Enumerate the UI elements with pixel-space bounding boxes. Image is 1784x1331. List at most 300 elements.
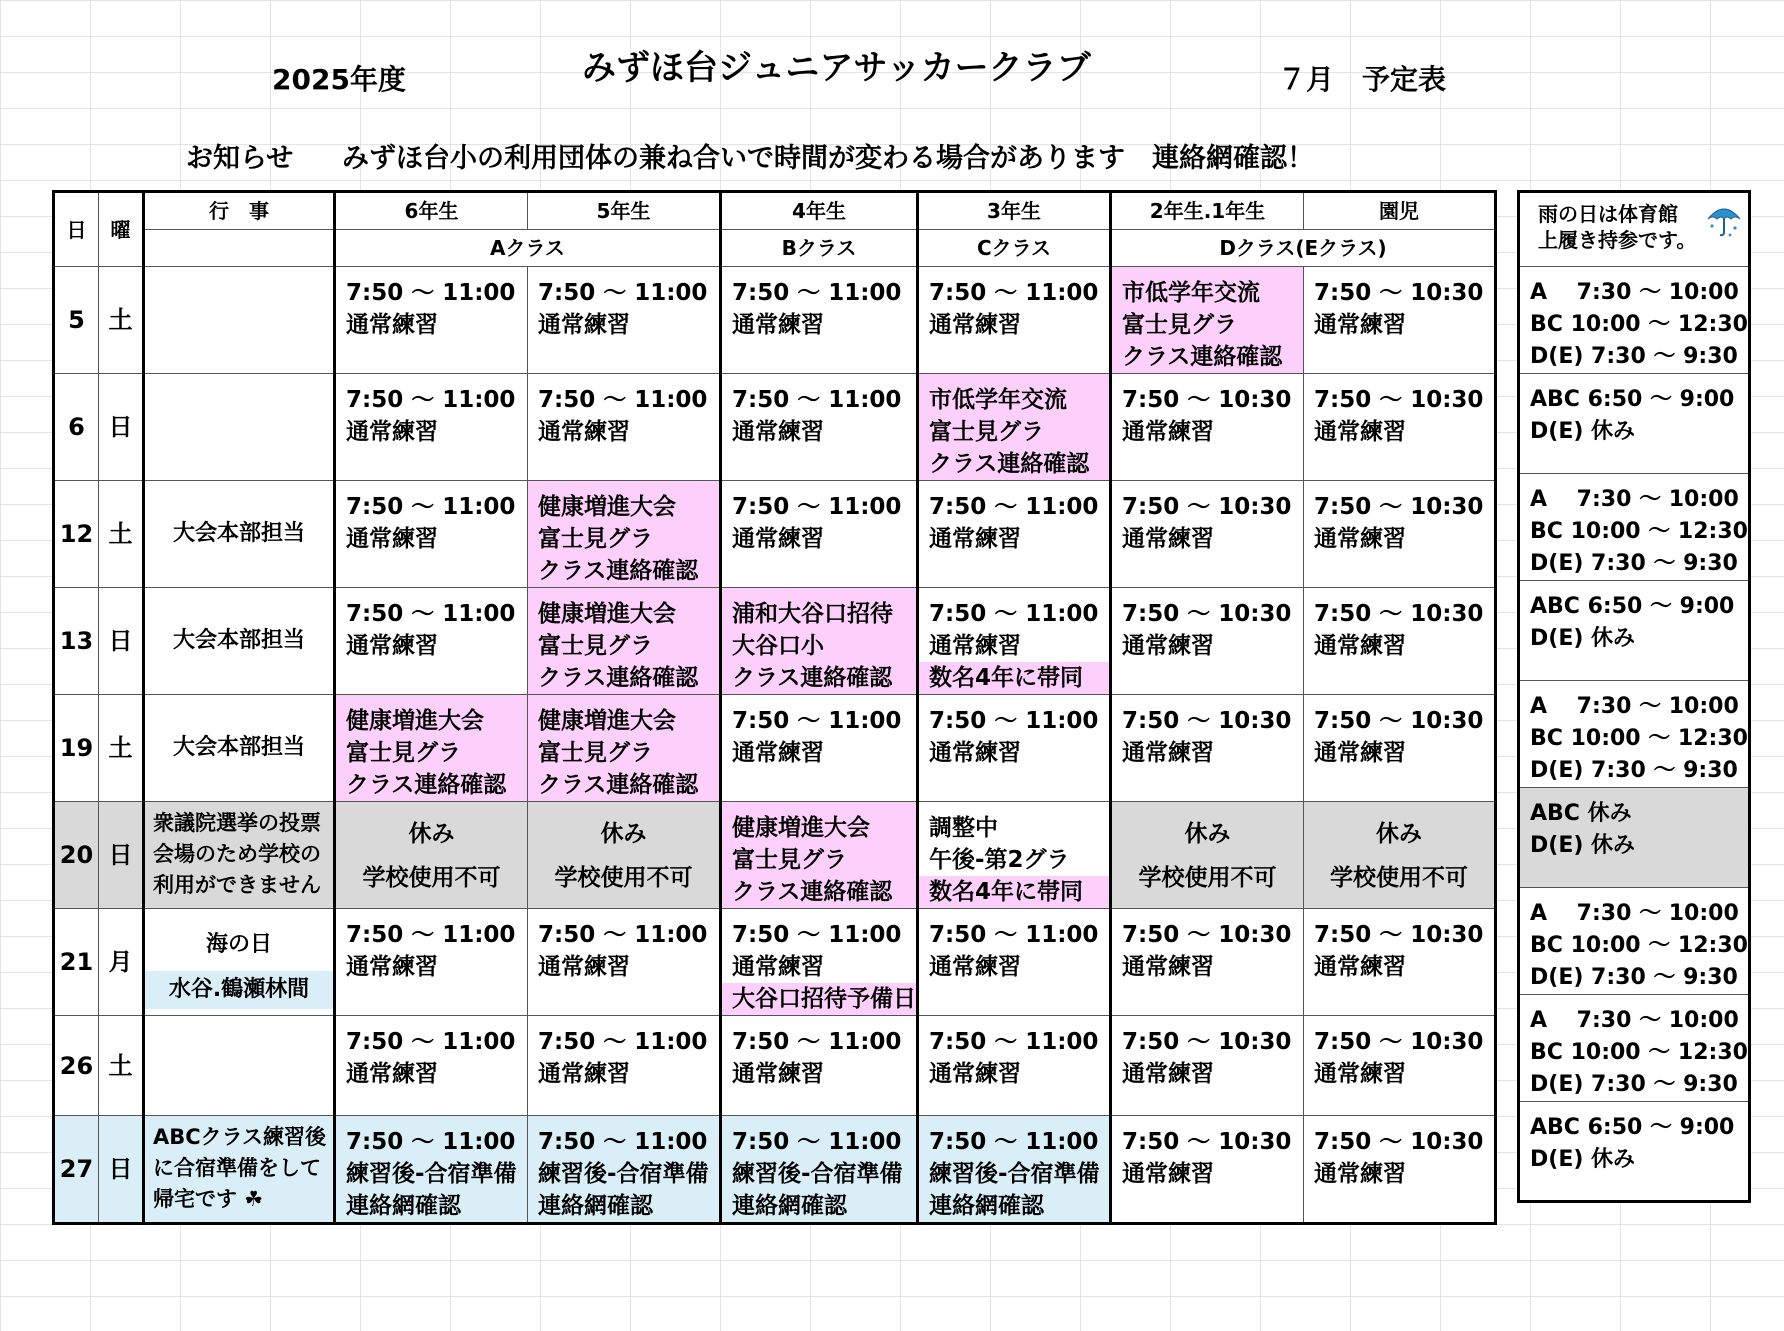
cell-line: 7:50 ～ 11:00 (732, 494, 902, 520)
cell-grade5 (528, 802, 721, 909)
cell-content (919, 481, 1109, 555)
cell-content (336, 267, 527, 341)
cell-line: 通常練習 (538, 419, 630, 445)
cell-line: クラス連絡確認 (929, 451, 1090, 477)
cell-line: 通常練習 (732, 1061, 824, 1087)
cell-line: 7:50 ～ 10:30 (1122, 708, 1292, 734)
cell-kindergarten (1304, 802, 1496, 909)
header-class-b: Bクラス (721, 230, 918, 267)
cell-kindergarten (1304, 909, 1496, 1016)
rain-content (1520, 995, 1748, 1101)
rain-line: D(E) 休み (1530, 833, 1636, 858)
cell-line: 通常練習 (929, 1061, 1021, 1087)
event-line: 衆議院選挙の投票 (153, 811, 321, 835)
day-of-week: 土 (99, 481, 144, 588)
cell-line: 練習後-合宿準備 (929, 1161, 1100, 1187)
day-of-week: 土 (99, 1016, 144, 1116)
header-grade-6: 6年生 (335, 192, 528, 230)
rain-cell (1519, 888, 1750, 995)
cell-line: 健康増進大会 (538, 494, 676, 520)
header-class-a: Aクラス (335, 230, 721, 267)
event-line: に合宿準備をして (153, 1156, 321, 1180)
cell-line: 通常練習 (538, 312, 630, 338)
rain-line: ABC 6:50 ～ 9:00 (1530, 387, 1735, 412)
cell-line: クラス連絡確認 (732, 665, 893, 691)
header-grade-5: 5年生 (528, 192, 721, 230)
cell-content (336, 481, 527, 555)
cell-line: 通常練習 (538, 954, 630, 980)
cell-grade5 (528, 909, 721, 1016)
cell-line: 通常練習 (1122, 1161, 1214, 1187)
cell-grade6 (335, 481, 528, 588)
cell-line: 7:50 ～ 10:30 (1122, 1129, 1292, 1155)
cell-line: 7:50 ～ 10:30 (1122, 494, 1292, 520)
cell-content (722, 374, 916, 448)
cell-grade5 (528, 1116, 721, 1224)
cell-content (722, 695, 916, 769)
event-cell: 大会本部担当 (144, 588, 335, 695)
cell-grade4 (721, 481, 918, 588)
rain-row (1519, 474, 1750, 581)
cell-grade6 (335, 1116, 528, 1224)
day-of-week: 土 (99, 695, 144, 802)
rain-content (1520, 474, 1748, 580)
cell-grade4 (721, 374, 918, 481)
cell-line: クラス連絡確認 (732, 879, 893, 905)
cell-grade4 (721, 267, 918, 374)
cell-line: 7:50 ～ 11:00 (346, 280, 516, 306)
cell-grade2-1 (1111, 1116, 1304, 1224)
rain-line: D(E) 7:30 ～ 9:30 (1530, 551, 1738, 576)
rain-line: A 7:30 ～ 10:00 (1530, 280, 1739, 305)
cell-line: 練習後-合宿準備 (732, 1161, 903, 1187)
day-number: 6 (54, 374, 99, 481)
header-event: 行 事 (144, 192, 335, 230)
cell-content (919, 1016, 1109, 1090)
event-cell (144, 909, 335, 1016)
rain-line: BC 10:00 ～ 12:30 (1530, 519, 1748, 544)
rain-row (1519, 788, 1750, 888)
cell-line: 通常練習 (346, 633, 438, 659)
cell-grade2-1 (1111, 267, 1304, 374)
rain-cell (1519, 374, 1750, 474)
cell-line: 7:50 ～ 11:00 (929, 601, 1099, 627)
cell-line: 7:50 ～ 11:00 (538, 922, 708, 948)
cell-line: 午後-第2グラ (929, 847, 1070, 873)
cell-line: 富士見グラ (538, 526, 653, 552)
rain-line: D(E) 休み (1530, 1147, 1636, 1172)
cell-line: 7:50 ～ 11:00 (929, 1129, 1099, 1155)
cell-grade3 (918, 267, 1111, 374)
cell-content (336, 695, 527, 801)
cell-line: 7:50 ～ 10:30 (1314, 922, 1484, 948)
closed-reason: 学校使用不可 (1138, 865, 1277, 891)
rain-day-table (1517, 190, 1751, 1203)
cell-content (1112, 1116, 1303, 1190)
cell-grade3 (918, 1116, 1111, 1224)
header-class-c: Cクラス (918, 230, 1111, 267)
day-number: 13 (54, 588, 99, 695)
cell-content (1304, 588, 1494, 662)
event-cell (144, 802, 335, 909)
cell-kindergarten (1304, 695, 1496, 802)
rain-line: BC 10:00 ～ 12:30 (1530, 312, 1748, 337)
cell-line: 通常練習 (346, 419, 438, 445)
cell-content (722, 588, 916, 694)
cell-line: 連絡網確認 (346, 1193, 461, 1219)
cell-grade6 (335, 909, 528, 1016)
cell-content (1304, 481, 1494, 555)
event-cell (144, 1116, 335, 1224)
rain-line: ABC 6:50 ～ 9:00 (1530, 1115, 1735, 1140)
cell-line: 連絡網確認 (732, 1193, 847, 1219)
rain-line: A 7:30 ～ 10:00 (1530, 1008, 1739, 1033)
cell-line: 通常練習 (1122, 740, 1214, 766)
cell-line: 通常練習 (1314, 419, 1406, 445)
cell-line: 通常練習 (1314, 1061, 1406, 1087)
cell-content (919, 909, 1109, 983)
cell-kindergarten (1304, 267, 1496, 374)
cell-line: 7:50 ～ 11:00 (346, 1129, 516, 1155)
closed-notice (528, 818, 719, 894)
cell-line: 7:50 ～ 11:00 (346, 1029, 516, 1055)
cell-content (722, 267, 916, 341)
cell-line: 富士見グラ (732, 847, 847, 873)
cell-content (722, 802, 916, 908)
cell-line: 7:50 ～ 10:30 (1314, 1129, 1484, 1155)
cell-content (919, 267, 1109, 341)
cell-line: 通常練習 (929, 633, 1021, 659)
cell-content (1112, 588, 1303, 662)
cell-line: 7:50 ～ 10:30 (1122, 601, 1292, 627)
day-of-week: 日 (99, 802, 144, 909)
day-number: 12 (54, 481, 99, 588)
closed-notice (1304, 818, 1494, 894)
cell-line: 富士見グラ (346, 740, 461, 766)
rain-content (1520, 888, 1748, 994)
cell-content (528, 695, 719, 801)
schedule-row (54, 1116, 1496, 1224)
cell-grade5 (528, 695, 721, 802)
header-day: 日 (54, 192, 99, 267)
cell-line: 通常練習 (732, 740, 824, 766)
event-cell (144, 267, 335, 374)
closed-label: 休み (600, 821, 647, 847)
cell-grade5 (528, 267, 721, 374)
rain-line: BC 10:00 ～ 12:30 (1530, 1040, 1748, 1065)
cell-grade5 (528, 588, 721, 695)
cell-line: 7:50 ～ 10:30 (1122, 1029, 1292, 1055)
rain-cell (1519, 474, 1750, 581)
cell-line: 健康増進大会 (346, 708, 484, 734)
schedule-row (54, 909, 1496, 1016)
cell-grade3 (918, 481, 1111, 588)
cell-line: 通常練習 (1122, 633, 1214, 659)
cell-line: 通常練習 (1314, 633, 1406, 659)
cell-grade2-1 (1111, 588, 1304, 695)
closed-label: 休み (1184, 821, 1231, 847)
cell-content (528, 1116, 719, 1222)
schedule-table (52, 190, 1497, 1225)
cell-line: 7:50 ～ 11:00 (929, 708, 1099, 734)
cell-line: 7:50 ～ 11:00 (538, 1029, 708, 1055)
rain-note-line2: 上履き持参です。 (1538, 228, 1697, 252)
cell-line: 通常練習 (1122, 419, 1214, 445)
event-split (145, 909, 333, 1009)
cell-line: 7:50 ～ 11:00 (732, 387, 902, 413)
rain-line: A 7:30 ～ 10:00 (1530, 901, 1739, 926)
cell-line: 7:50 ～ 10:30 (1122, 922, 1292, 948)
cell-content (722, 1016, 916, 1090)
cell-line: 7:50 ～ 11:00 (732, 922, 902, 948)
cell-grade3 (918, 1016, 1111, 1116)
schedule-row (54, 588, 1496, 695)
cell-content (528, 909, 719, 983)
day-number: 5 (54, 267, 99, 374)
cell-line: 通常練習 (929, 740, 1021, 766)
cell-grade2-1 (1111, 695, 1304, 802)
cell-grade5 (528, 481, 721, 588)
cell-line: 通常練習 (1314, 1161, 1406, 1187)
cell-line: 通常練習 (732, 954, 824, 980)
event-note (145, 1116, 333, 1215)
closed-label: 休み (408, 821, 455, 847)
cell-line: 市低学年交流 (929, 387, 1067, 413)
cell-kindergarten (1304, 1116, 1496, 1224)
closed-reason: 学校使用不可 (362, 865, 501, 891)
cell-line: 7:50 ～ 11:00 (929, 494, 1099, 520)
cell-line: 通常練習 (732, 526, 824, 552)
cell-line: 通常練習 (1314, 312, 1406, 338)
schedule-row (54, 267, 1496, 374)
header-kindergarten: 園児 (1304, 192, 1496, 230)
cell-line: 富士見グラ (929, 419, 1044, 445)
cell-kindergarten (1304, 481, 1496, 588)
day-of-week: 土 (99, 267, 144, 374)
cell-content (1112, 909, 1303, 983)
cell-content (1304, 267, 1494, 341)
cell-line: 7:50 ～ 11:00 (346, 494, 516, 520)
closed-notice (336, 818, 527, 894)
cell-content (1304, 1116, 1494, 1190)
cell-line: 通常練習 (346, 526, 438, 552)
cell-content (1112, 374, 1303, 448)
rain-content (1520, 581, 1748, 655)
schedule-row (54, 481, 1496, 588)
cell-line: 7:50 ～ 11:00 (732, 708, 902, 734)
cell-line: 富士見グラ (538, 740, 653, 766)
cell-line: 連絡網確認 (929, 1193, 1044, 1219)
cell-line: 練習後-合宿準備 (538, 1161, 709, 1187)
rain-content (1520, 788, 1748, 862)
rain-row (1519, 581, 1750, 681)
cell-line: 7:50 ～ 11:00 (538, 387, 708, 413)
cell-line: 数名4年に帯同 (919, 876, 1109, 908)
cell-grade3 (918, 374, 1111, 481)
rain-line: D(E) 7:30 ～ 9:30 (1530, 965, 1738, 990)
day-number: 27 (54, 1116, 99, 1224)
rain-cell (1519, 1102, 1750, 1202)
cell-grade5 (528, 374, 721, 481)
cell-grade2-1 (1111, 1016, 1304, 1116)
closed-reason: 学校使用不可 (1330, 865, 1468, 891)
cell-content (722, 481, 916, 555)
cell-line: 7:50 ～ 11:00 (732, 280, 902, 306)
cell-line: クラス連絡確認 (538, 772, 699, 798)
header-dow: 曜 (99, 192, 144, 267)
day-number: 21 (54, 909, 99, 1016)
cell-line: 健康増進大会 (732, 815, 870, 841)
cell-content (528, 374, 719, 448)
rain-line: D(E) 7:30 ～ 9:30 (1530, 344, 1738, 369)
cell-line: 7:50 ～ 11:00 (732, 1129, 902, 1155)
event-cell: 大会本部担当 (144, 481, 335, 588)
event-line: ABCクラス練習後 (153, 1125, 327, 1149)
day-number: 26 (54, 1016, 99, 1116)
cell-line: 健康増進大会 (538, 708, 676, 734)
day-of-week: 日 (99, 374, 144, 481)
cell-line: クラス連絡確認 (538, 665, 699, 691)
cell-content (528, 481, 719, 587)
rain-line: ABC 6:50 ～ 9:00 (1530, 594, 1735, 619)
rain-row (1519, 1102, 1750, 1202)
umbrella-icon (1704, 199, 1744, 239)
cell-line: 7:50 ～ 11:00 (346, 922, 516, 948)
schedule-row (54, 1016, 1496, 1116)
cell-line: 連絡網確認 (538, 1193, 653, 1219)
event-camp: 水谷.鶴瀬林間 (145, 971, 333, 1009)
cell-line: 7:50 ～ 10:30 (1314, 387, 1484, 413)
cell-grade2-1 (1111, 481, 1304, 588)
event-note (145, 802, 333, 901)
cell-line: 富士見グラ (538, 633, 653, 659)
cell-line: 通常練習 (1122, 526, 1214, 552)
cell-content (919, 1116, 1109, 1222)
cell-line: 通常練習 (346, 1061, 438, 1087)
fiscal-year: 2025年度 (272, 63, 406, 96)
rain-content (1520, 374, 1748, 448)
schedule-row (54, 695, 1496, 802)
cell-line: 7:50 ～ 10:30 (1314, 280, 1484, 306)
cell-grade6 (335, 802, 528, 909)
cell-grade4 (721, 695, 918, 802)
cell-content (528, 1016, 719, 1090)
cell-content (1304, 1016, 1494, 1090)
cell-line: 通常練習 (1314, 740, 1406, 766)
event-cell (144, 374, 335, 481)
cell-line: 通常練習 (1314, 954, 1406, 980)
cell-content (919, 695, 1109, 769)
cell-line: 7:50 ～ 10:30 (1314, 708, 1484, 734)
cell-grade4 (721, 802, 918, 909)
closed-reason: 学校使用不可 (554, 865, 693, 891)
cell-line: 通常練習 (346, 954, 438, 980)
rain-line: D(E) 休み (1530, 419, 1636, 444)
cell-line: 健康増進大会 (538, 601, 676, 627)
rain-content (1520, 267, 1748, 373)
cell-line: 通常練習 (346, 312, 438, 338)
cell-content (1112, 481, 1303, 555)
event-holiday: 海の日 (205, 932, 272, 957)
cell-content (919, 802, 1109, 908)
cell-line: 通常練習 (929, 312, 1021, 338)
cell-grade3 (918, 802, 1111, 909)
cell-line: 練習後-合宿準備 (346, 1161, 517, 1187)
cell-line: 7:50 ～ 10:30 (1314, 494, 1484, 520)
rain-line: A 7:30 ～ 10:00 (1530, 694, 1739, 719)
rain-line: BC 10:00 ～ 12:30 (1530, 933, 1748, 958)
cell-grade4 (721, 1016, 918, 1116)
event-line: 帰宅です ☘ (153, 1187, 264, 1211)
cell-line: クラス連絡確認 (538, 558, 699, 584)
cell-line: 大谷口招待予備日 (722, 983, 916, 1015)
rain-note (1519, 192, 1750, 267)
rain-cell (1519, 581, 1750, 681)
cell-content (336, 374, 527, 448)
cell-grade5 (528, 1016, 721, 1116)
cell-content (919, 374, 1109, 480)
rain-cell (1519, 681, 1750, 788)
cell-content (722, 1116, 916, 1222)
rain-line: ABC 休み (1530, 801, 1632, 826)
cell-line: 7:50 ～ 10:30 (1314, 601, 1484, 627)
cell-line: 市低学年交流 (1122, 280, 1260, 306)
cell-content (1112, 1016, 1303, 1090)
cell-content (1304, 695, 1494, 769)
cell-line: 7:50 ～ 11:00 (929, 280, 1099, 306)
header-class-d: Dクラス(Eクラス) (1111, 230, 1496, 267)
event-cell (144, 1016, 335, 1116)
day-of-week: 日 (99, 1116, 144, 1224)
rain-row (1519, 995, 1750, 1102)
rain-cell (1519, 788, 1750, 888)
cell-content (336, 1016, 527, 1090)
header-grade-2-1: 2年生.1年生 (1111, 192, 1304, 230)
cell-content (336, 588, 527, 662)
cell-grade4 (721, 909, 918, 1016)
day-of-week: 日 (99, 588, 144, 695)
event-cell: 大会本部担当 (144, 695, 335, 802)
cell-line: 7:50 ～ 11:00 (346, 601, 516, 627)
cell-line: 大谷口小 (732, 633, 824, 659)
cell-kindergarten (1304, 374, 1496, 481)
cell-line: 通常練習 (1122, 1061, 1214, 1087)
cell-grade6 (335, 374, 528, 481)
cell-line: 数名4年に帯同 (919, 662, 1109, 694)
cell-line: 浦和大谷口招待 (732, 601, 893, 627)
schedule-row (54, 374, 1496, 481)
header-event-blank (144, 230, 335, 267)
cell-line: 通常練習 (929, 526, 1021, 552)
club-title: みずほ台ジュニアサッカークラブ (582, 48, 1091, 88)
cell-grade6 (335, 695, 528, 802)
rain-row (1519, 374, 1750, 474)
cell-line: 7:50 ～ 11:00 (346, 387, 516, 413)
header-grade-4: 4年生 (721, 192, 918, 230)
rain-line: D(E) 休み (1530, 626, 1636, 651)
rain-note-line1: 雨の日は体育館 (1538, 202, 1678, 226)
cell-grade3 (918, 909, 1111, 1016)
cell-content (528, 588, 719, 694)
cell-line: クラス連絡確認 (1122, 344, 1283, 370)
cell-line: 7:50 ～ 11:00 (929, 1029, 1099, 1055)
cell-grade4 (721, 1116, 918, 1224)
cell-content (1304, 374, 1494, 448)
cell-line: クラス連絡確認 (346, 772, 507, 798)
cell-grade2-1 (1111, 909, 1304, 1016)
closed-label: 休み (1376, 821, 1422, 847)
cell-grade6 (335, 267, 528, 374)
